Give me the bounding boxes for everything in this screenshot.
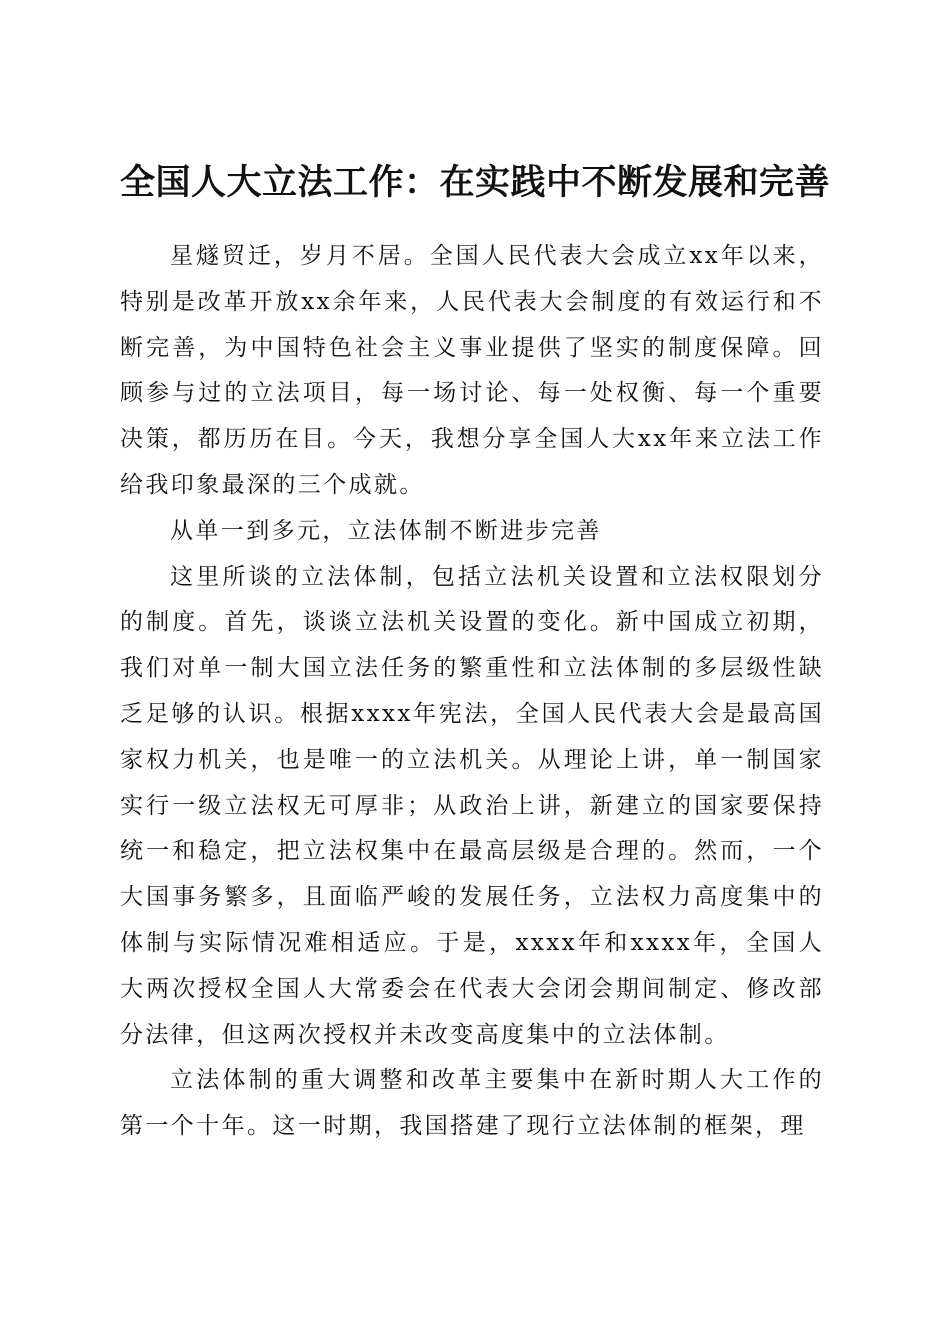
document-title: 全国人大立法工作：在实践中不断发展和完善 [119,162,830,204]
document-body [120,234,824,1150]
paragraph-reform: 立法体制的重大调整和改革主要集中在新时期人大工作的第一个十年。这一时期，我国搭建了现行立法体制的框架，理 [120,1067,824,1140]
section-heading: 从单一到多元，立法体制不断进步完善 [170,517,602,544]
paragraph-legislative-system: 这里所谈的立法体制，包括立法机关设置和立法权限划分的制度。首先，谈谈立法机关设置的变化。新中国成立初期，我们对单一制大国立法任务的繁重性和立法体制的多层级性缺乏足够的认识。根据xxxx年宪法，全国人民代表大会是最高国家权力机关，也是唯一的立法机关。从理论上讲，单一制国家实行一级立法权无可厚非；从政治上讲，新建立的国家要保持统一和稳定，把立法权集中在最高层级是合理的。然而，一个大国事务繁多，且面临严峻的发展任务，立法权力高度集中的体制与实际情况难相适应。于是，xxxx年和xxxx年，全国人大两次授权全国人大常委会在代表大会闭会期间制定、修改部分法律，但这两次授权并未改变高度集中的立法体制。 [120,563,824,1048]
paragraph-intro: 星燧贸迁，岁月不居。全国人民代表大会成立xx年以来，特别是改革开放xx余年来，人民代表大会制度的有效运行和不断完善，为中国特色社会主义事业提供了坚实的制度保障。回顾参与过的立法项目，每一场讨论、每一处权衡、每一个重要决策，都历历在目。今天，我想分享全国人大xx年来立法工作给我印象最深的三个成就。 [120,243,824,498]
